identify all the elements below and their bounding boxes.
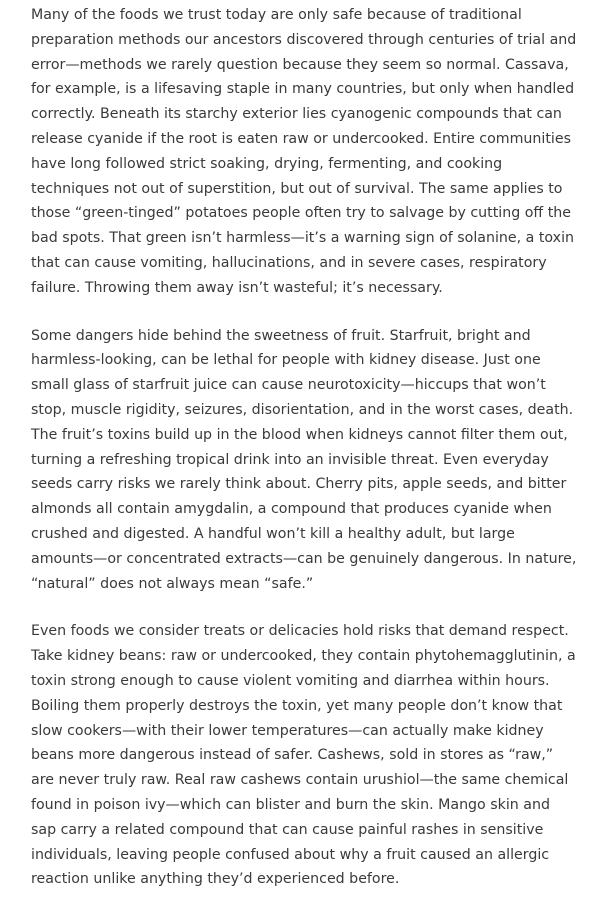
article-body bbox=[31, 3, 579, 915]
paragraph-fruit-dangers: Some dangers hide behind the sweetness of fruit. Starfruit, bright and harmless-looking, can be lethal for people with kidney disease. Just one small glass of starfruit juice can cause neurotoxicity—hiccups that won’t stop, muscle rigidity, seizures, disorientation, and in the worst cases, death. The fruit’s toxins build up in the blood when kidneys cannot filter them out, turning a refreshing tropical drink into an invisible threat. Even everyday seeds carry risks we rarely think about. Cherry pits, apple seeds, and bitter almonds all contain amygdalin, a compound that produces cyanide when crushed and digested. A handful won’t kill a healthy adult, but large amounts—or concentrated extracts—can be genuinely dangerous. In nature, “natural” does not always mean “safe.” bbox=[31, 327, 577, 592]
paragraph-traditional-preparation: Many of the foods we trust today are only safe because of traditional preparation methods our ancestors discovered through centuries of trial and error—methods we rarely question because they seem so normal. Cassava, for example, is a lifesaving staple in many countries, but only when handled correctly. Beneath its starchy exterior lies cyanogenic compounds that can release cyanide if the root is eaten raw or undercooked. Entire communities have long followed strict soaking, drying, fermenting, and cooking techniques not out of superstition, but out of survival. The same applies to those “green-tinged” potatoes people often try to salvage by cutting off the bad spots. That green isn’t harmless—it’s a warning sign of solanine, a toxin that can cause vomiting, hallucinations, and in severe cases, respiratory failure. Throwing them away isn’t wasteful; it’s necessary. bbox=[31, 7, 577, 296]
paragraph-treats-delicacies: Even foods we consider treats or delicacies hold risks that demand respect. Take kidney beans: raw or undercooked, they contain phytohemagglutinin, a toxin strong enough to cause violent vomiting and diarrhea within hours. Boiling them properly destroys the toxin, yet many people don’t know that slow cookers—with their lower temperatures—can actually make kidney beans more dangerous instead of safer. Cashews, sold in stores as “raw,” are never truly raw. Real raw cashews contain urushiol—the same chemical found in poison ivy—which can blister and burn the skin. Mango skin and sap carry a related compound that can cause painful rashes in sensitive individuals, leaving people confused about why a fruit caused an allergic reaction unlike anything they’d experienced before. bbox=[31, 623, 576, 888]
